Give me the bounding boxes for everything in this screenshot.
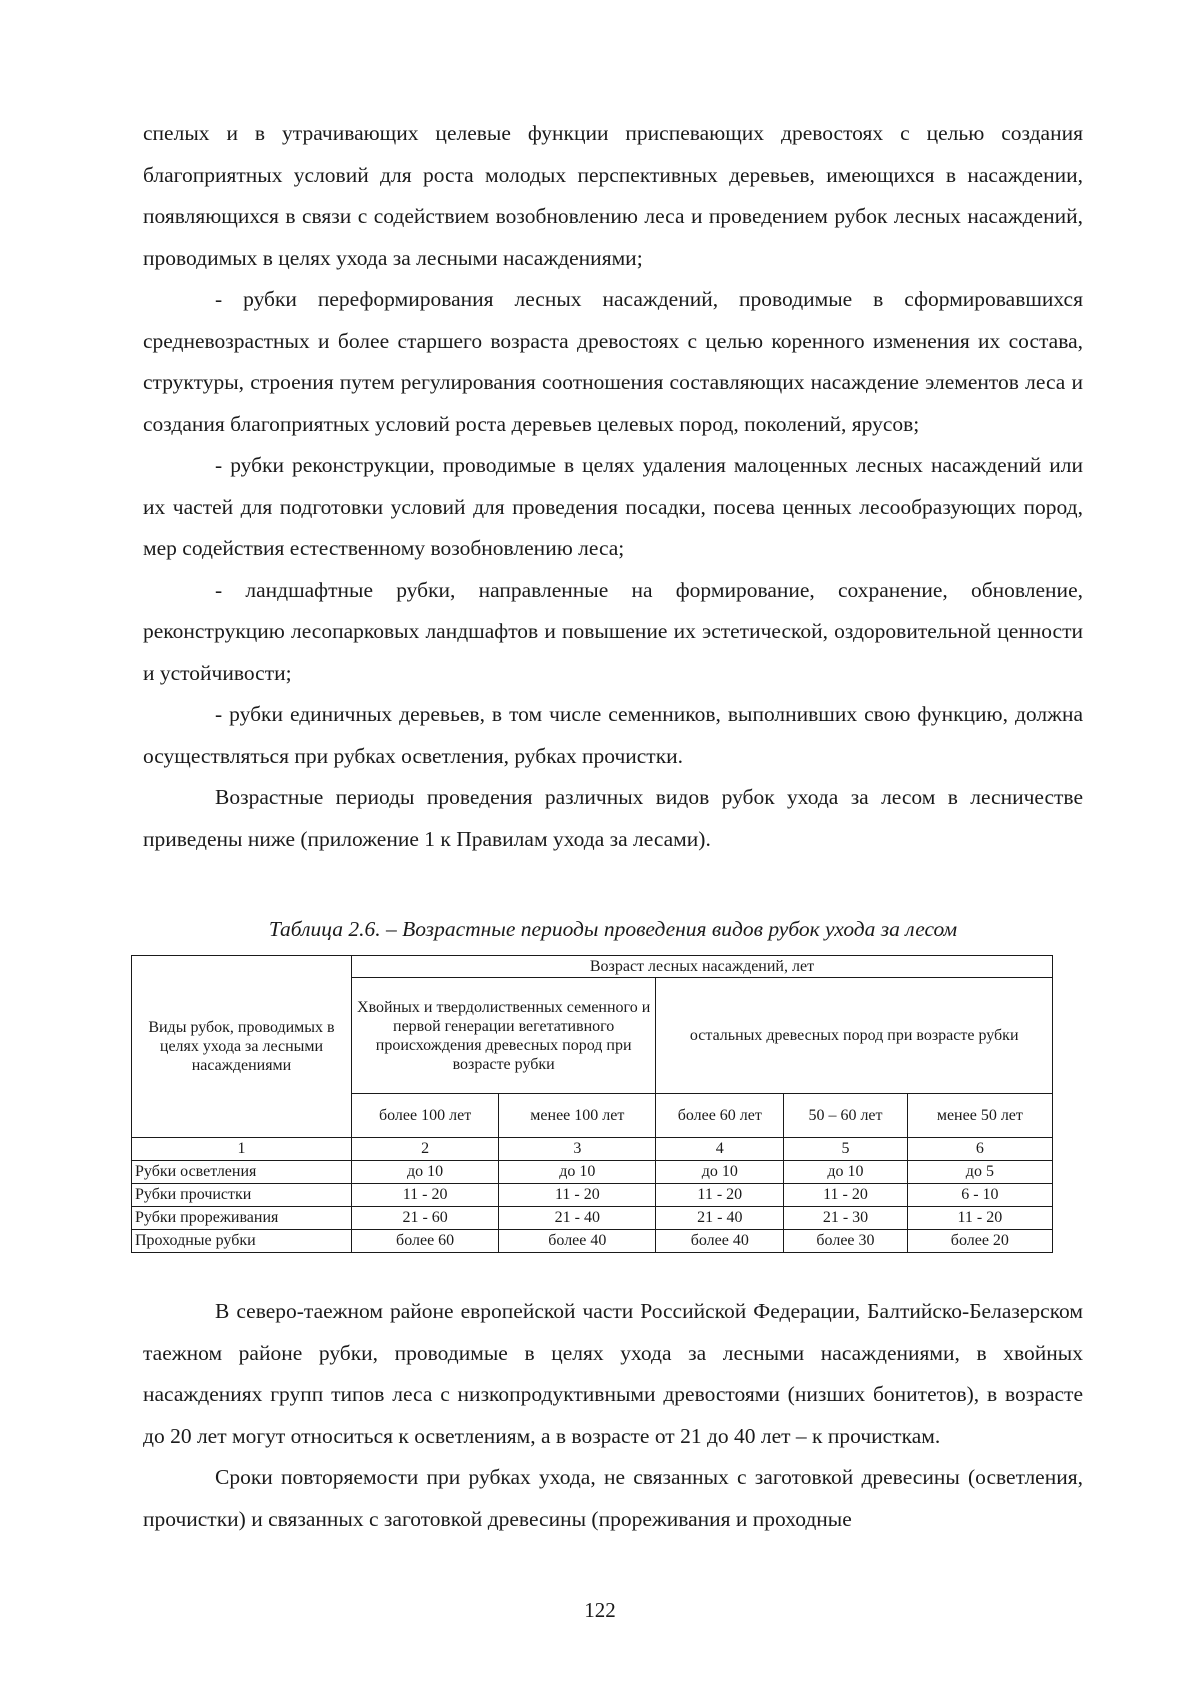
table-cell: более 30 bbox=[784, 1230, 908, 1253]
paragraph-repeat-periods: Сроки повторяемости при рубках ухода, не связанных с заготовкой древесины (осветления, прочистки) и связанных с заготовкой древесины (прореживания и проходные bbox=[143, 1465, 1083, 1531]
table-cell: 21 - 60 bbox=[351, 1207, 498, 1230]
table-cell: до 10 bbox=[784, 1161, 908, 1184]
table-cell: до 5 bbox=[907, 1161, 1052, 1184]
column-number: 1 bbox=[132, 1138, 352, 1161]
table-caption: Таблица 2.6. – Возрастные периоды проведения видов рубок ухода за лесом bbox=[268, 917, 958, 941]
paragraph-table-intro: Возрастные периоды проведения различных видов рубок ухода за лесом в лесничестве приведены ниже (приложение 1 к Правилам ухода за лесами). bbox=[143, 785, 1083, 851]
column-number: 5 bbox=[784, 1138, 908, 1161]
table-cell: 11 - 20 bbox=[656, 1184, 784, 1207]
header-sub-col: 50 – 60 лет bbox=[784, 1094, 908, 1138]
column-number: 2 bbox=[351, 1138, 498, 1161]
header-other-group: остальных древесных пород при возрасте рубки bbox=[656, 978, 1053, 1094]
table-cell: 6 - 10 bbox=[907, 1184, 1052, 1207]
table-cell: более 40 bbox=[656, 1230, 784, 1253]
table-cell: 11 - 20 bbox=[351, 1184, 498, 1207]
age-periods-table bbox=[131, 955, 1053, 1253]
body-text-top bbox=[143, 113, 1083, 860]
column-number: 6 bbox=[907, 1138, 1052, 1161]
body-text-bottom bbox=[143, 1291, 1083, 1540]
table-cell: более 20 bbox=[907, 1230, 1052, 1253]
table-row bbox=[132, 1161, 1053, 1184]
table-cell: до 10 bbox=[351, 1161, 498, 1184]
table-cell: 21 - 30 bbox=[784, 1207, 908, 1230]
column-number: 3 bbox=[499, 1138, 656, 1161]
column-number-row bbox=[132, 1138, 1053, 1161]
table-cell: 21 - 40 bbox=[656, 1207, 784, 1230]
table-cell: более 60 bbox=[351, 1230, 498, 1253]
paragraph-continuation: спелых и в утрачивающих целевые функции приспевающих древостоях с целью создания благоприятных условий для роста молодых перспективных деревьев, имеющихся в насаждении, появляющихся в связи с содействием возобновлению леса и проведением рубок лесных насаждений, проводимых в целях ухода за лесными насаждениями; bbox=[143, 121, 1083, 270]
table-row bbox=[132, 1207, 1053, 1230]
row-label: Рубки прочистки bbox=[132, 1184, 352, 1207]
row-label: Рубки прореживания bbox=[132, 1207, 352, 1230]
header-sub-col: менее 100 лет bbox=[499, 1094, 656, 1138]
row-label: Рубки осветления bbox=[132, 1161, 352, 1184]
paragraph-north-taiga: В северо-таежном районе европейской части Российской Федерации, Балтийско-Белазерском таежном районе рубки, проводимые в целях ухода за лесными насаждениями, в хвойных насаждениях групп типов леса с низкопродуктивными древостоями (низших бонитетов), в возрасте до 20 лет могут относиться к осветлениям, а в возрасте от 21 до 40 лет – к прочисткам. bbox=[143, 1299, 1083, 1448]
table-cell: 11 - 20 bbox=[907, 1207, 1052, 1230]
header-sub-col: более 60 лет bbox=[656, 1094, 784, 1138]
table-row bbox=[132, 1184, 1053, 1207]
table-cell: 11 - 20 bbox=[784, 1184, 908, 1207]
header-sub-col: более 100 лет bbox=[351, 1094, 498, 1138]
table-row bbox=[132, 1230, 1053, 1253]
table-cell: 11 - 20 bbox=[499, 1184, 656, 1207]
column-number: 4 bbox=[656, 1138, 784, 1161]
row-label: Проходные рубки bbox=[132, 1230, 352, 1253]
header-conifer-group: Хвойных и твердолиственных семенного и первой генерации вегетативного происхождения древесных пород при возрасте рубки bbox=[351, 978, 655, 1094]
header-sub-col: менее 50 лет bbox=[907, 1094, 1052, 1138]
table-cell: 21 - 40 bbox=[499, 1207, 656, 1230]
table-cell: до 10 bbox=[656, 1161, 784, 1184]
paragraph-single-tree-cuttings: - рубки единичных деревьев, в том числе семенников, выполнивших свою функцию, должна осуществляться при рубках осветления, рубках прочистки. bbox=[143, 702, 1083, 768]
header-age-group: Возраст лесных насаждений, лет bbox=[351, 956, 1052, 978]
paragraph-reforming-cuttings: - рубки переформирования лесных насаждений, проводимые в сформировавшихся средневозрастных и более старшего возраста древостоях с целью коренного изменения их состава, структуры, строения путем регулирования соотношения составляющих насаждение элементов леса и создания благоприятных условий роста деревьев целевых пород, поколений, ярусов; bbox=[143, 287, 1083, 436]
header-cutting-types: Виды рубок, проводимых в целях ухода за лесными насаждениями bbox=[132, 956, 352, 1138]
page-number: 122 bbox=[584, 1598, 616, 1622]
table-cell: до 10 bbox=[499, 1161, 656, 1184]
table-cell: более 40 bbox=[499, 1230, 656, 1253]
paragraph-reconstruction-cuttings: - рубки реконструкции, проводимые в целях удаления малоценных лесных насаждений или их частей для подготовки условий для проведения посадки, посева ценных лесообразующих пород, мер содействия естественному возобновлению леса; bbox=[143, 453, 1083, 560]
paragraph-landscape-cuttings: - ландшафтные рубки, направленные на формирование, сохранение, обновление, реконструкцию лесопарковых ландшафтов и повышение их эстетической, оздоровительной ценности и устойчивости; bbox=[143, 577, 1083, 685]
